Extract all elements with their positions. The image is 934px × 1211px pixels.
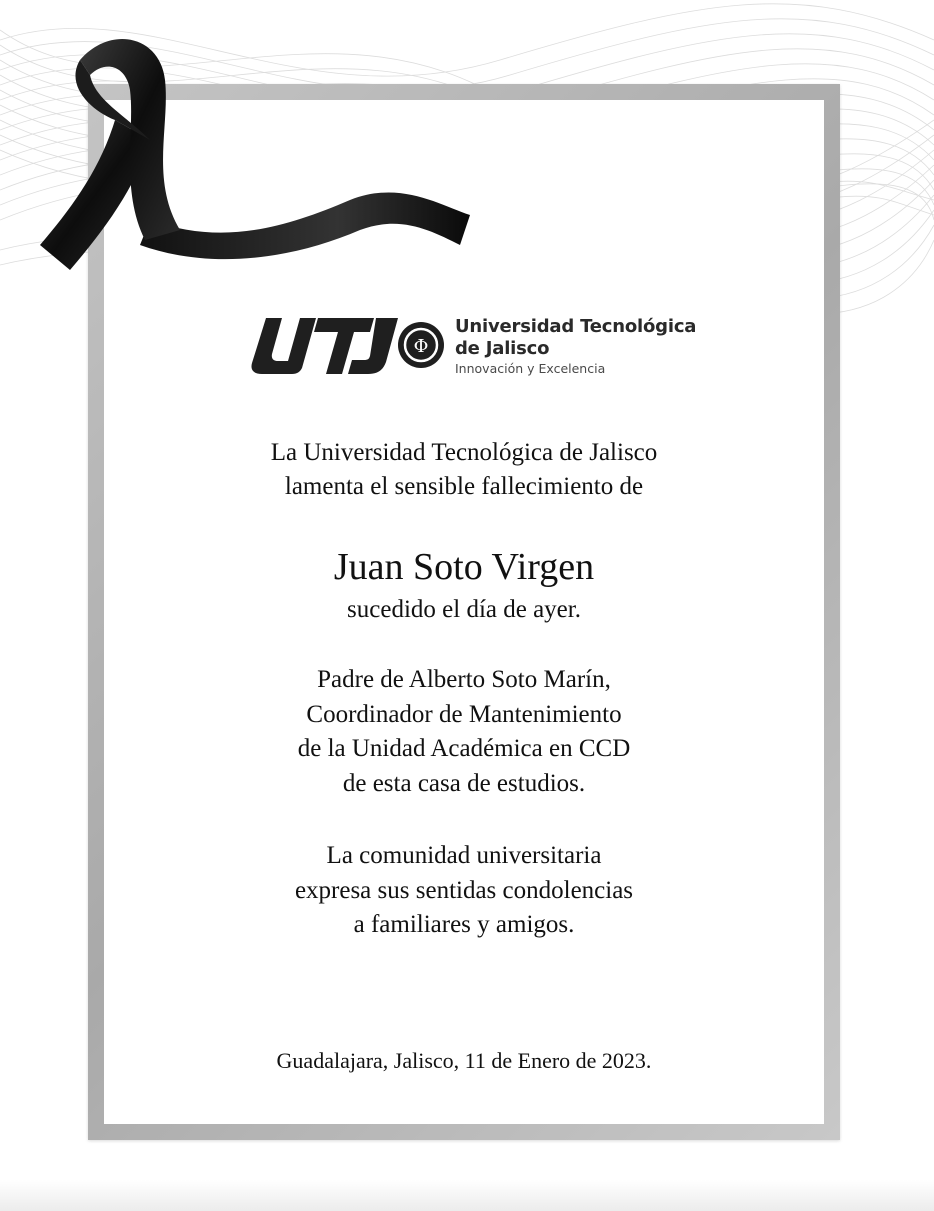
relation-line: de esta casa de estudios. [342, 769, 586, 797]
condolences-line: a familiares y amigos. [353, 911, 575, 938]
intro-line: lamenta el sensible fallecimiento de [284, 473, 644, 500]
logo-emblem-symbol: Φ [413, 336, 429, 357]
utj-logo-mark-icon [248, 312, 448, 378]
dateline: Guadalajara, Jalisco, 11 de Enero de 2023. [276, 1048, 652, 1073]
deceased-name: Juan Soto Virgen [333, 546, 595, 588]
condolences-line: La comunidad universitaria [326, 842, 602, 869]
relation-line: Coordinador de Mantenimiento [306, 700, 622, 728]
relation-line: de la Unidad Académica en CCD [297, 735, 631, 762]
logo-name-line2: de Jalisco [455, 338, 550, 359]
condolences-text [104, 839, 824, 943]
bottom-shadow [0, 1180, 934, 1211]
condolences-line: expresa sus sentidas condolencias [294, 876, 634, 904]
passed-line: sucedido el día de ayer. [347, 596, 581, 623]
logo-name-line1: Universidad Tecnológica [455, 316, 697, 337]
utj-logo [248, 312, 697, 382]
relation-line: Padre de Alberto Soto Marín, [317, 666, 611, 693]
intro-text [104, 436, 824, 504]
intro-line: La Universidad Tecnológica de Jalisco [270, 439, 658, 466]
mourning-ribbon-icon [30, 30, 500, 280]
relation-text [104, 663, 824, 801]
logo-tagline: Innovación y Excelencia [455, 361, 606, 376]
